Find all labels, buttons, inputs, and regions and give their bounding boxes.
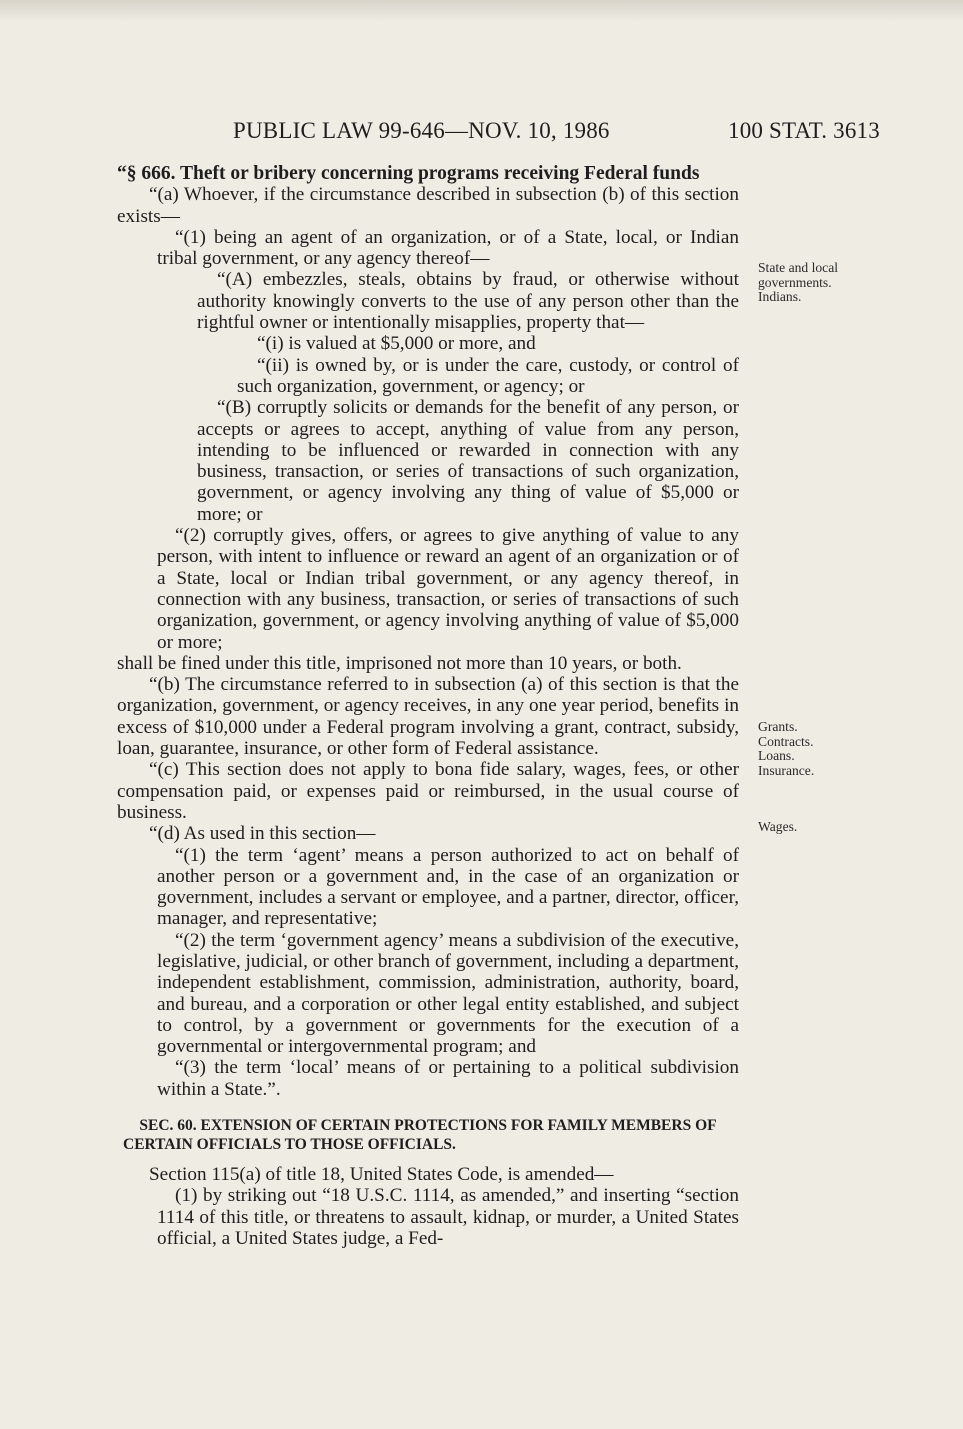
section-60-intro: Section 115(a) of title 18, United States Code, is amended— [149, 1164, 614, 1186]
section-heading: “§ 666. Theft or bribery concerning programs receiving Federal funds [117, 163, 700, 184]
page-header-stat: 100 STAT. 3613 [728, 118, 880, 143]
margin-note-wages: Wages. [758, 819, 798, 834]
subparagraph-a1B: “(B) corruptly solicits or demands for the benefit of any person, or accepts or agrees to accept, anything of value from any person, intending to be influenced or rewarded in connection with any business, transaction, or series of transactions of such organization, government, or agency involving any thing of value of $5,000 or more; or [197, 397, 739, 525]
paragraph-d1: “(1) the term ‘agent’ means a person authorized to act on behalf of another person or a government and, in the case of an organization or government, includes a servant or employee, and a partner, director, officer, manager, and representative; [157, 844, 739, 930]
margin-note-state-local: State and local governments. Indians. [758, 260, 839, 304]
subsection-b: “(b) The circumstance referred to in subsection (a) of this section is that the organization, government, or agency receives, in any one year period, benefits in excess of $10,000 under a Federal program involving a grant, contract, subsidy, loan, guarantee, insurance, or other form of Federal assistance. [117, 674, 739, 760]
subsection-c: “(c) This section does not apply to bona fide salary, wages, fees, or other compensation paid, or expenses paid or reimbursed, in the usual course of business. [117, 759, 739, 823]
section-60-title: SEC. 60. EXTENSION OF CERTAIN PROTECTIONS FOR FAMILY MEMBERS OF CERTAIN OFFICIALS TO THOSE OFFICIALS. [123, 1117, 717, 1154]
paragraph-d3: “(3) the term ‘local’ means of or pertaining to a political subdivision within a State.”. [157, 1057, 739, 1100]
statute-text [117, 163, 739, 1249]
paragraph-a1: “(1) being an agent of an organization, or of a State, local, or Indian tribal government, or any agency thereof— [157, 226, 739, 270]
margin-note-grants: Grants. Contracts. Loans. Insurance. [758, 719, 815, 778]
paragraph-d2: “(2) the term ‘government agency’ means a subdivision of the executive, legislative, judicial, or other branch of government, including a department, independent establishment, commission, administration, authority, board, and bureau, and a corporation or other legal entity established, and subject to control, by a government or governments for the execution of a governmental or intergovernmental program; and [157, 929, 739, 1058]
subparagraph-a1A: “(A) embezzles, steals, obtains by fraud, or otherwise without authority knowingly converts to the use of any person other than the rightful owner or intentionally misapplies, property that— [197, 269, 739, 334]
clause-a1Ai: “(i) is valued at $5,000 or more, and [257, 333, 536, 355]
subsection-d-intro: “(d) As used in this section— [149, 823, 376, 845]
paragraph-a2: “(2) corruptly gives, offers, or agrees to give anything of value to any person, with intent to influence or reward an agent of an organization or of a State, local or Indian tribal government, or any agency thereof, in connection with any business, transaction, or series of transactions of such organization, government, or agency involving anything of value of $5,000 or more; [157, 525, 739, 653]
page-top-edge [0, 0, 963, 22]
subsection-a-intro: “(a) Whoever, if the circumstance described in subsection (b) of this section exists— [117, 184, 739, 227]
penalty-clause: shall be fined under this title, imprisoned not more than 10 years, or both. [117, 652, 682, 674]
section-60-paragraph-1: (1) by striking out “18 U.S.C. 1114, as amended,” and inserting “section 1114 of this title, or threatens to assault, kidnap, or murder, a United States official, a United States judge, a Fed- [157, 1185, 739, 1249]
page-header-title: PUBLIC LAW 99-646—NOV. 10, 1986 [233, 118, 610, 143]
clause-a1Aii: “(ii) is owned by, or is under the care, custody, or control of such organization, government, or agency; or [237, 354, 739, 397]
